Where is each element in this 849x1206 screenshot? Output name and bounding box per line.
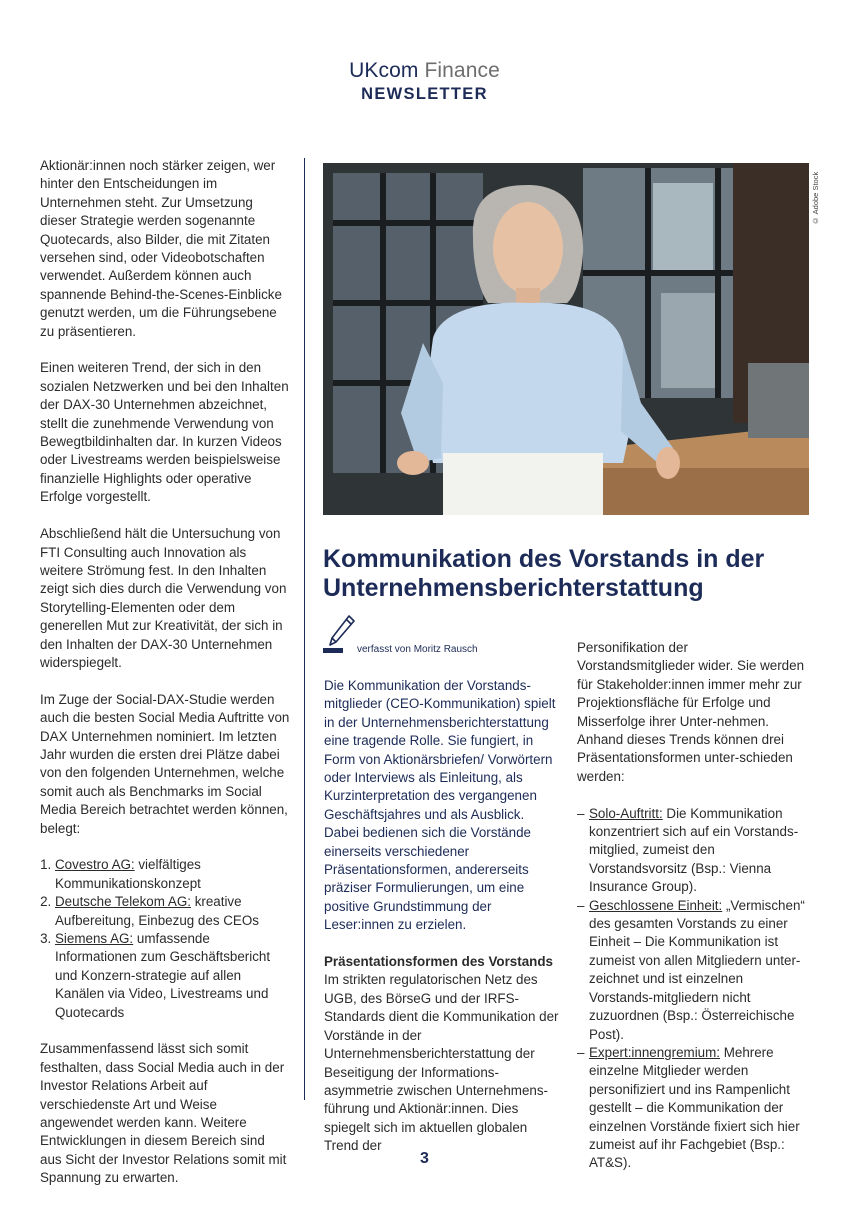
portrait-illustration — [323, 163, 809, 515]
company-name: Deutsche Telekom AG: — [55, 894, 191, 910]
form-term: Solo-Auftritt: — [589, 805, 663, 821]
article-column-2 — [577, 639, 809, 1173]
form-term: Expert:innengremium: — [589, 1044, 720, 1060]
brand-name: UKcom — [349, 59, 419, 82]
form-text: Mehrere einzelne Mitglieder werden personifiziert und ins Rampenlicht gestellt – die Kommunikation der einzelnen Vorstände fixiert sich hier zumeist auf ihr Fachgebiet (Bsp.: AT&S). — [589, 1044, 800, 1171]
newsletter-brand — [0, 58, 849, 84]
presentation-forms-list — [577, 805, 809, 1173]
article-photo — [323, 163, 809, 515]
article-lead: Die Kommunikation der Vorstands-mitglieder (CEO-Kommunikation) spielt in der Unternehmensberichterstattung eine tragende Rolle. Sie fungiert, in Form von Aktionärsbriefen/ Vorwörtern oder Interviews als Einleitung, als Kurzinterpretation des vergangenen Geschäftsjahres und als Ausblick. Dabei bedienen sich die Vorstände einerseits verschiedener Präsentationsformen, andererseits präziser Formulierungen, um eine positive Grundstimmung der Leser:innen zu erzielen. — [324, 678, 556, 933]
paragraph: Abschließend hält die Untersuchung von FTI Consulting auch Innovation als weitere Strömung fest. In den Inhalten zeigt sich dies durch die Verwendung von Storytelling-Elementen oder dem generellen Mut zur Kreativität, der sich in den Inhalten der DAX-30 Unternehmen widerspiegelt. — [40, 526, 287, 670]
list-dash: – — [577, 1044, 585, 1060]
section-heading: Präsentationsformen des Vorstands — [324, 954, 553, 970]
company-name: Covestro AG: — [55, 857, 135, 873]
column-divider — [304, 158, 305, 1100]
ranking-list — [40, 856, 290, 1022]
list-item — [55, 893, 290, 930]
article-headline: Kommunikation des Vorstands in der Unternehmensberichterstattung — [323, 545, 765, 602]
newsletter-label: NEWSLETTER — [361, 85, 488, 103]
paragraph: Personifikation der Vorstandsmitglieder wider. Sie werden für Stakeholder:innen immer mehr zur Projektionsfläche für Erfolge und Misserfolge ihrer Unter-nehmen. Anhand dieses Trends können drei Präsentationsformen unter-schieden werden: — [577, 640, 805, 784]
left-column — [40, 157, 290, 1206]
form-term: Geschlossene Einheit: — [589, 897, 723, 913]
form-text: „Vermischen“ des gesamten Vorstands zu einer Einheit – Die Kommunikation ist zumeist von allen Mitgliedern unter-zeichnet und ist einzelnen Vorstands-mitgliedern nicht zuzuordnen (Bsp.: Österreichische Post). — [589, 897, 805, 1042]
form-text: Die Kommunikation konzentriert sich auf ein Vorstands-mitglied, zumeist den Vorstandsvorsitz (Bsp.: Vienna Insurance Group). — [589, 805, 799, 895]
list-item — [55, 930, 290, 1022]
ranking-text: vielfältiges Kommunikationskonzept — [55, 857, 201, 891]
ranking-text: umfassende Informationen zum Geschäftsbericht und Konzern-strategie auf allen Kanälen via Video, Livestreams und Quotecards — [55, 931, 271, 1020]
paragraph: Einen weiteren Trend, der sich in den sozialen Netzwerken und bei den Inhalten der DAX-30 Unternehmen abzeichnet, stellt die zunehmende Verwendung von Bewegtbildinhalten dar. In kurzen Videos oder Livestreams werden beispielsweise finanzielle Highlights oder operative Erfolge vorgestellt. — [40, 360, 289, 505]
list-item — [577, 805, 809, 897]
article-column-1 — [324, 677, 560, 1156]
masthead — [0, 58, 849, 104]
photo-credit: © Adobe Stock — [811, 171, 820, 225]
page-number: 3 — [420, 1150, 429, 1167]
list-dash: – — [577, 805, 585, 821]
list-dash: – — [577, 897, 585, 913]
brand-name-light: Finance — [424, 59, 500, 82]
author-byline: verfasst von Moritz Rausch — [357, 644, 478, 655]
paragraph: Aktionär:innen noch stärker zeigen, wer hinter den Entscheidungen im Unternehmen steht. Zur Umsetzung dieser Strategie werden sogenannte Quotecards, also Bilder, die mit Zitaten versehen sind, oder Videobotschaften verwendet. Außerdem können auch spannende Behind-the-Scenes-Einblicke genutzt werden, um die Führungsebene zu präsentieren. — [40, 158, 282, 339]
list-item — [55, 856, 290, 893]
section-body: Im strikten regulatorischen Netz des UGB, des BörseG und der IRFS-Standards dient die Kommunikation der Vorstände in der Unternehmensberichterstattung der Beseitigung der Informations-asymmetrie zwischen Unternehmens-führung und Aktionär:innen. Dies spiegelt sich im aktuellen globalen Trend der — [324, 972, 559, 1154]
company-name: Siemens AG: — [55, 931, 134, 946]
list-item — [577, 897, 809, 1044]
closing-paragraph: Zusammenfassend lässt sich somit festhalten, dass Social Media auch in der Investor Relations Arbeit auf verschiedenste Art und Weise angewendet werden kann. Weitere Entwicklungen in diesem Bereich sind aus Sicht der Investor Relations somit mit Spannung zu erwarten. — [40, 1041, 287, 1186]
paragraph: Im Zuge der Social-DAX-Studie werden auch die besten Social Media Auftritte von DAX Unternehmen nominiert. Im letzten Jahr wurden die ersten drei Plätze dabei von den folgenden Unternehmen, welche somit auch als Benchmarks im Social Media Bereich betrachtet werden können, belegt: — [40, 691, 290, 836]
ranking-text: kreative Aufbereitung, Einbezug des CEOs — [55, 894, 259, 928]
pen-icon — [323, 614, 355, 654]
